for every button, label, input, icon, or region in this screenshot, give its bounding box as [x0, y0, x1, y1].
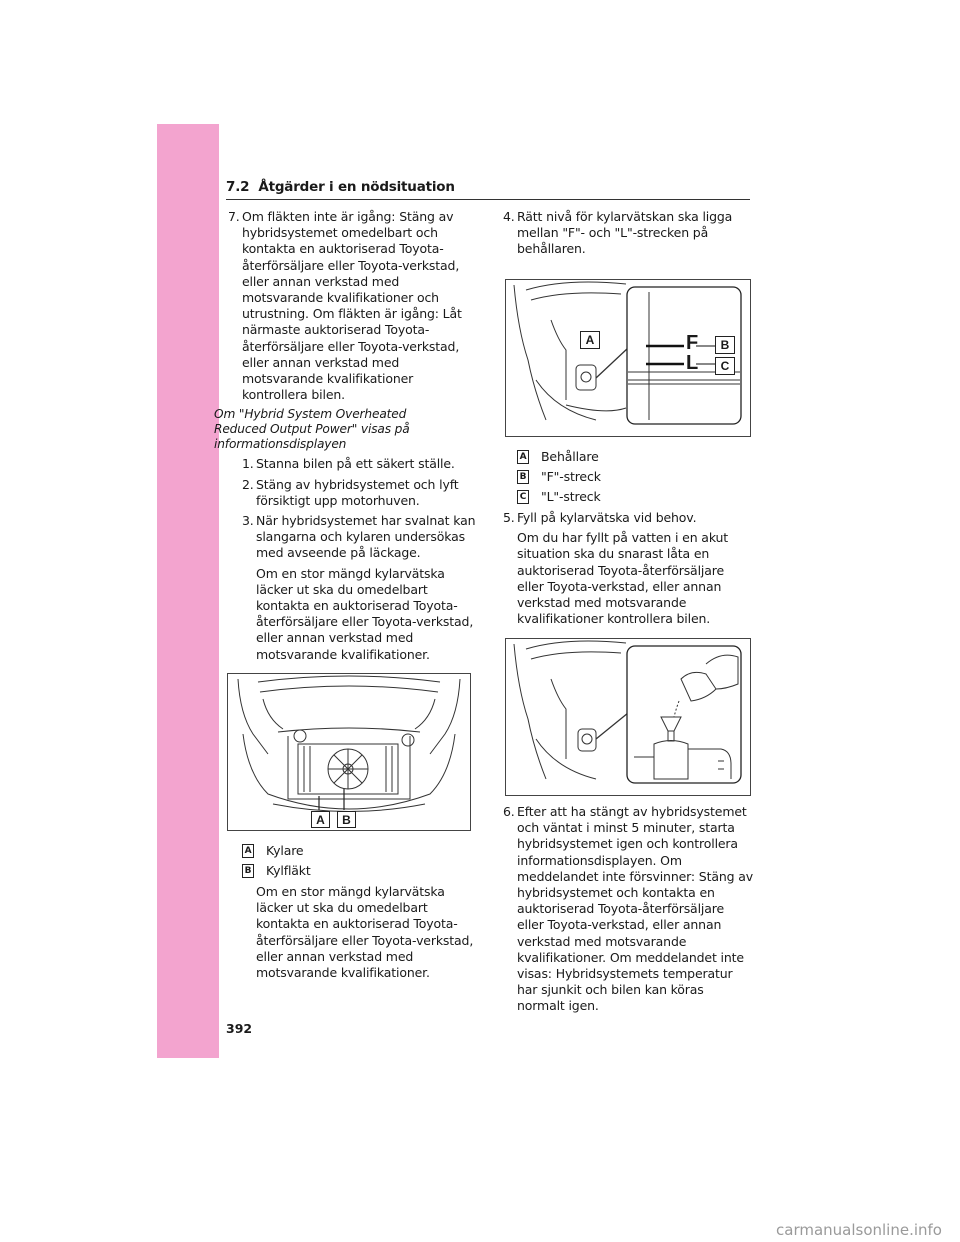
section-number: 7.2 — [226, 179, 250, 195]
step-number: 6. — [503, 804, 515, 819]
reservoir-level-figure — [505, 279, 751, 437]
step-text: Rätt nivå för kylarvätskan ska ligga mellan "F"- och "L"-strecken på behållaren. — [517, 209, 733, 257]
step-number: 4. — [503, 209, 515, 224]
left-column — [214, 209, 476, 667]
callout-c: C — [715, 357, 735, 375]
coolant-filling-figure — [505, 638, 751, 796]
step-3 — [242, 513, 476, 562]
callout-b: B — [715, 336, 735, 354]
step-2 — [242, 477, 476, 509]
step-5-note: Om du har fyllt på vatten i en akut situation ska du snarast låta en auktoriserad Toyota-återförsäljare eller Toyota-verkstad, eller annan verkstad med motsvarande kvalifikationer kontrollera bilen. — [517, 530, 729, 627]
legend-item — [242, 864, 476, 878]
chapter-tab-bar — [157, 124, 219, 1058]
step-number: 5. — [503, 510, 515, 525]
step-text: Stäng av hybridsystemet och lyft försiktigt upp motorhuven. — [256, 476, 459, 508]
callout-a: A — [580, 331, 600, 349]
step-number: 2. — [242, 476, 254, 492]
step-text: Fyll på kylarvätska vid behov. — [517, 510, 697, 525]
step-1 — [242, 456, 476, 472]
level-mark-l: L — [686, 352, 699, 374]
step-3-note: Om en stor mängd kylarvätska läcker ut ska du omedelbart kontakta en auktoriserad Toyota-återförsäljare eller Toyota-verkstad, eller annan verkstad med motsvarande kvalifikationer. — [256, 565, 474, 662]
header-rule — [226, 199, 750, 200]
legend-text: Kylare — [266, 842, 304, 858]
legend-item — [517, 450, 753, 464]
legend-badge: C — [517, 490, 529, 504]
step-text: Om fläkten inte är igång: Stäng av hybridsystemet omedelbart och kontakta en auktoriserad Toyota-återförsäljare eller Toyota-verkstad, eller annan verkstad med motsvarande kvalifikationer och utrustning. Om fläkten är igång: Låt närmaste auktoriserad Toyota-återförsäljare eller Toyota-verkstad, eller annan verkstad med motsvarande kvalifikationer kontrollera bilen. — [242, 209, 462, 403]
legend-text: Kylfläkt — [266, 862, 311, 878]
filling-illustration — [506, 639, 750, 795]
step-6 — [503, 804, 753, 1015]
step-number: 7. — [228, 209, 240, 224]
legend-badge: B — [242, 864, 254, 878]
left-legend-block — [228, 838, 476, 985]
reservoir-illustration — [506, 280, 750, 436]
level-mark-f: F — [686, 332, 699, 354]
step-text: Stanna bilen på ett säkert ställe. — [256, 456, 455, 472]
step-number: 1. — [242, 456, 254, 472]
watermark: carmanualsonline.info — [776, 1221, 942, 1239]
engine-bay-illustration — [228, 674, 470, 830]
legend-badge: A — [242, 844, 254, 858]
radiator-figure — [227, 673, 471, 831]
legend-text: "L"-streck — [541, 488, 601, 504]
callout-b: B — [337, 811, 356, 828]
legend-text: "F"-streck — [541, 468, 601, 484]
step-4 — [503, 209, 753, 258]
step-text: Efter att ha stängt av hybridsystemet och väntat i minst 5 minuter, starta hybridsystemet igen och kontrollera informationsdisplayen. Om meddelandet inte försvinner: Stäng av hybridsystemet och kontakta en auktoriserad Toyota-återförsäljare eller Toyota-verkstad, eller annan verkstad med motsvarande kvalifikationer. Om meddelandet inte visas: Hybridsystemets temperatur har sjunkit och bilen kan köras normalt igen. — [517, 804, 753, 1014]
step-text: När hybridsystemet har svalnat kan slangarna och kylaren undersökas med avseende på läckage. — [256, 513, 476, 561]
step-7 — [228, 209, 476, 403]
legend-item — [242, 844, 476, 858]
step-5 — [503, 510, 753, 526]
radiator-note: Om en stor mängd kylarvätska läcker ut ska du omedelbart kontakta en auktoriserad Toyota-återförsäljare eller Toyota-verkstad, eller annan verkstad med motsvarande kvalifikationer. — [256, 884, 474, 981]
right-column-top — [503, 209, 753, 262]
legend-badge: A — [517, 450, 529, 464]
section-header — [226, 179, 455, 195]
legend-badge: B — [517, 470, 529, 484]
legend-text: Behållare — [541, 448, 599, 464]
step-number: 3. — [242, 513, 254, 529]
section-title: Åtgärder i en nödsituation — [258, 179, 455, 195]
page-number: 392 — [226, 1021, 253, 1036]
subheading: Om "Hybrid System Overheated Reduced Output Power" visas på informationsdisplayen — [214, 407, 410, 452]
legend-item — [517, 470, 753, 484]
callout-a: A — [311, 811, 330, 828]
right-column-bottom — [503, 804, 753, 1019]
legend-item — [517, 490, 753, 504]
right-legend-block — [503, 444, 753, 631]
